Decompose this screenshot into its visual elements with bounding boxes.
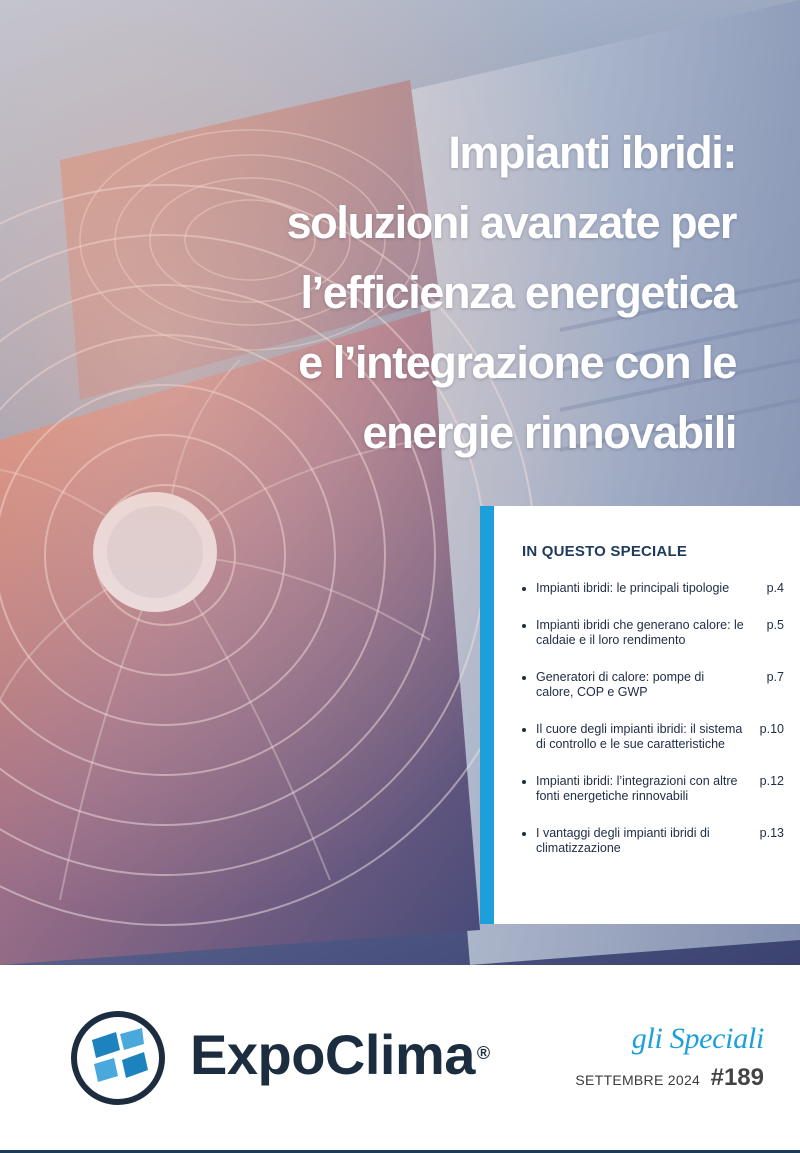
- issue-info: [575, 1064, 764, 1092]
- bullet-icon: [522, 624, 526, 628]
- toc-item-text: Impianti ibridi: l’integrazioni con altre fonti energetiche rinnovabili: [536, 773, 738, 803]
- toc-item-text: Impianti ibridi: le principali tipologie: [536, 581, 730, 595]
- toc-item[interactable]: [522, 581, 784, 597]
- headline-line-2: soluzioni avanzate per: [286, 197, 736, 248]
- headline-line-3: l’efficienza energetica: [300, 267, 736, 318]
- toc-panel: [480, 506, 800, 924]
- headline-line-4: e l’integrazione con le: [298, 337, 736, 388]
- toc-item[interactable]: [522, 826, 784, 857]
- toc-item[interactable]: [522, 722, 784, 753]
- brand-text: ExpoClima: [190, 1023, 475, 1086]
- toc-accent-bar: [480, 506, 494, 924]
- toc-item-text: Il cuore degli impianti ibridi: il sistema di controllo e le sue caratteristiche: [536, 721, 743, 751]
- bullet-icon: [522, 780, 526, 784]
- toc-item[interactable]: [522, 618, 784, 649]
- bullet-icon: [522, 587, 526, 591]
- toc-item-page: p.5: [766, 617, 784, 632]
- series-title: gli Speciali: [631, 1022, 764, 1055]
- toc-item-page: p.7: [766, 669, 784, 684]
- toc-item-text: I vantaggi degli impianti ibridi di climatizzazione: [536, 825, 710, 855]
- issue-number: #189: [710, 1064, 764, 1091]
- toc-item-text: Impianti ibridi che generano calore: le caldaie e il loro rendimento: [536, 617, 744, 647]
- toc-item-page: p.4: [766, 581, 784, 595]
- cover-headline: [96, 118, 736, 468]
- toc-item[interactable]: [522, 774, 784, 805]
- issue-date: SETTEMBRE 2024: [575, 1072, 701, 1088]
- headline-line-5: energie rinnovabili: [362, 407, 736, 458]
- bullet-icon: [522, 832, 526, 836]
- bullet-icon: [522, 676, 526, 680]
- bullet-icon: [522, 728, 526, 732]
- headline-line-1: Impianti ibridi:: [448, 127, 736, 178]
- toc-item-page: p.12: [759, 773, 784, 788]
- expoclima-logo-icon: [70, 1010, 166, 1106]
- toc-list: [522, 581, 784, 857]
- brand-name: [190, 1015, 490, 1095]
- toc-item-page: p.10: [759, 721, 784, 736]
- toc-item-text: Generatori di calore: pompe di calore, COP e GWP: [536, 669, 705, 699]
- toc-item[interactable]: [522, 670, 784, 701]
- toc-item-page: p.13: [759, 825, 784, 840]
- toc-title: IN QUESTO SPECIALE: [522, 543, 688, 560]
- registered-mark: ®: [476, 1043, 490, 1063]
